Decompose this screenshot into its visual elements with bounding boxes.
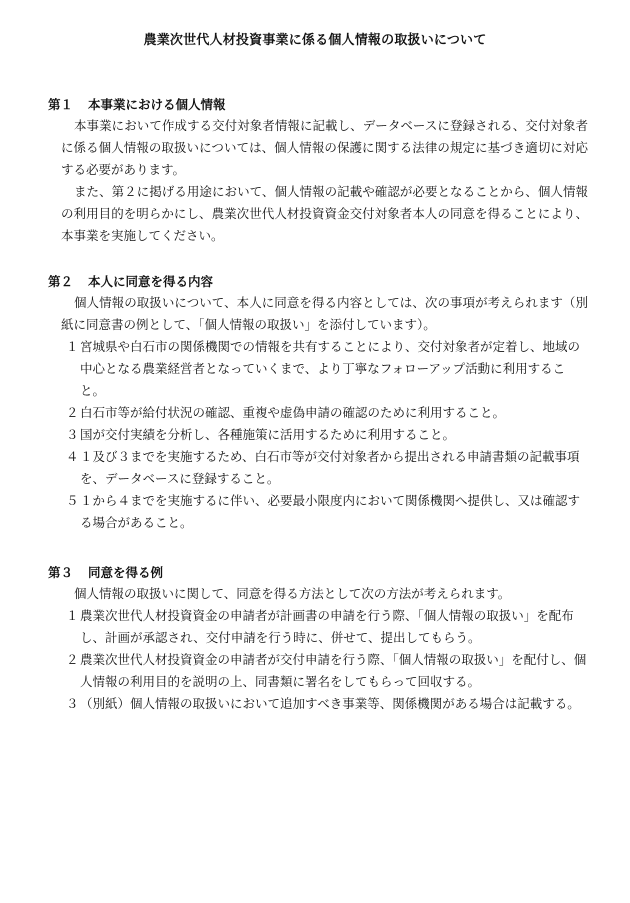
item-number: ４ (66, 449, 79, 464)
item-text: 農業次世代人材投資資金の申請者が交付申請を行う際、「個人情報の取扱い」を配付し、個人情報の利用目的を説明の上、同書類に署名をしてもらって回収する。 (80, 652, 587, 689)
section-number: 第１ (48, 97, 74, 112)
section-title: 本事業における個人情報 (88, 97, 226, 112)
section-3 (48, 563, 588, 715)
paragraph: また、第２に掲げる用途において、個人情報の記載や確認が必要となることから、個人情報の利用目的を明らかにし、農業次世代人材投資資金交付対象者本人の同意を得ることにより、本事業を実施してください。 (61, 184, 588, 243)
list-item (48, 402, 588, 424)
section-1 (48, 95, 588, 247)
item-number: ３ (66, 696, 79, 711)
item-number: ３ (66, 427, 79, 442)
section-title: 同意を得る例 (88, 565, 164, 580)
list-item (48, 605, 588, 649)
section-heading (48, 272, 588, 292)
item-text: 白石市等が給付状況の確認、重複や虚偽申請の確認のために利用すること。 (80, 405, 506, 420)
section-number: 第２ (48, 274, 74, 289)
item-number: ２ (66, 652, 79, 667)
item-text: １及び３までを実施するため、白石市等が交付対象者から提出される申請書類の記載事項を、データベースに登録すること。 (80, 449, 580, 486)
item-text: １から４までを実施するに伴い、必要最小限度内において関係機関へ提供し、又は確認する場合があること。 (80, 493, 581, 530)
list-item (48, 336, 588, 402)
paragraph: 個人情報の取扱いに関して、同意を得る方法として次の方法が考えられます。 (74, 586, 511, 601)
section-title: 本人に同意を得る内容 (88, 274, 214, 289)
list-item (48, 490, 588, 534)
item-text: （別紙）個人情報の取扱いにおいて追加すべき事業等、関係機関がある場合は記載する。 (80, 696, 580, 711)
item-number: ２ (66, 405, 79, 420)
section-heading (48, 95, 588, 115)
section-number: 第３ (48, 565, 74, 580)
paragraph: 個人情報の取扱いについて、本人に同意を得る内容としては、次の事項が考えられます（別紙に同意書の例として、「個人情報の取扱い」を添付しています）。 (61, 295, 588, 332)
list-item (48, 446, 588, 490)
item-text: 農業次世代人材投資資金の申請者が計画書の申請を行う際、「個人情報の取扱い」を配布し、計画が承認され、交付申請を行う時に、併せて、提出してもらう。 (80, 608, 574, 645)
item-text: 宮城県や白石市の関係機関での情報を共有することにより、交付対象者が定着し、地域の中心となる農業経営者となっていくまで、より丁寧なフォローアップ活動に利用すること。 (80, 339, 581, 398)
paragraph: 本事業において作成する交付対象者情報に記載し、データベースに登録される、交付対象者に係る個人情報の取扱いについては、個人情報の保護に関する法律の規定に基づき適切に対応する必要があります。 (61, 118, 588, 177)
list-item (48, 424, 588, 446)
item-number: １ (66, 608, 79, 623)
item-number: １ (66, 339, 79, 354)
section-heading (48, 563, 588, 583)
list-item (48, 649, 588, 693)
item-text: 国が交付実績を分析し、各種施策に活用するために利用すること。 (80, 427, 456, 442)
document-title: 農業次世代人材投資事業に係る個人情報の取扱いについて (143, 33, 487, 48)
list-item (48, 693, 588, 715)
section-2 (48, 272, 588, 534)
item-number: ５ (66, 493, 79, 508)
